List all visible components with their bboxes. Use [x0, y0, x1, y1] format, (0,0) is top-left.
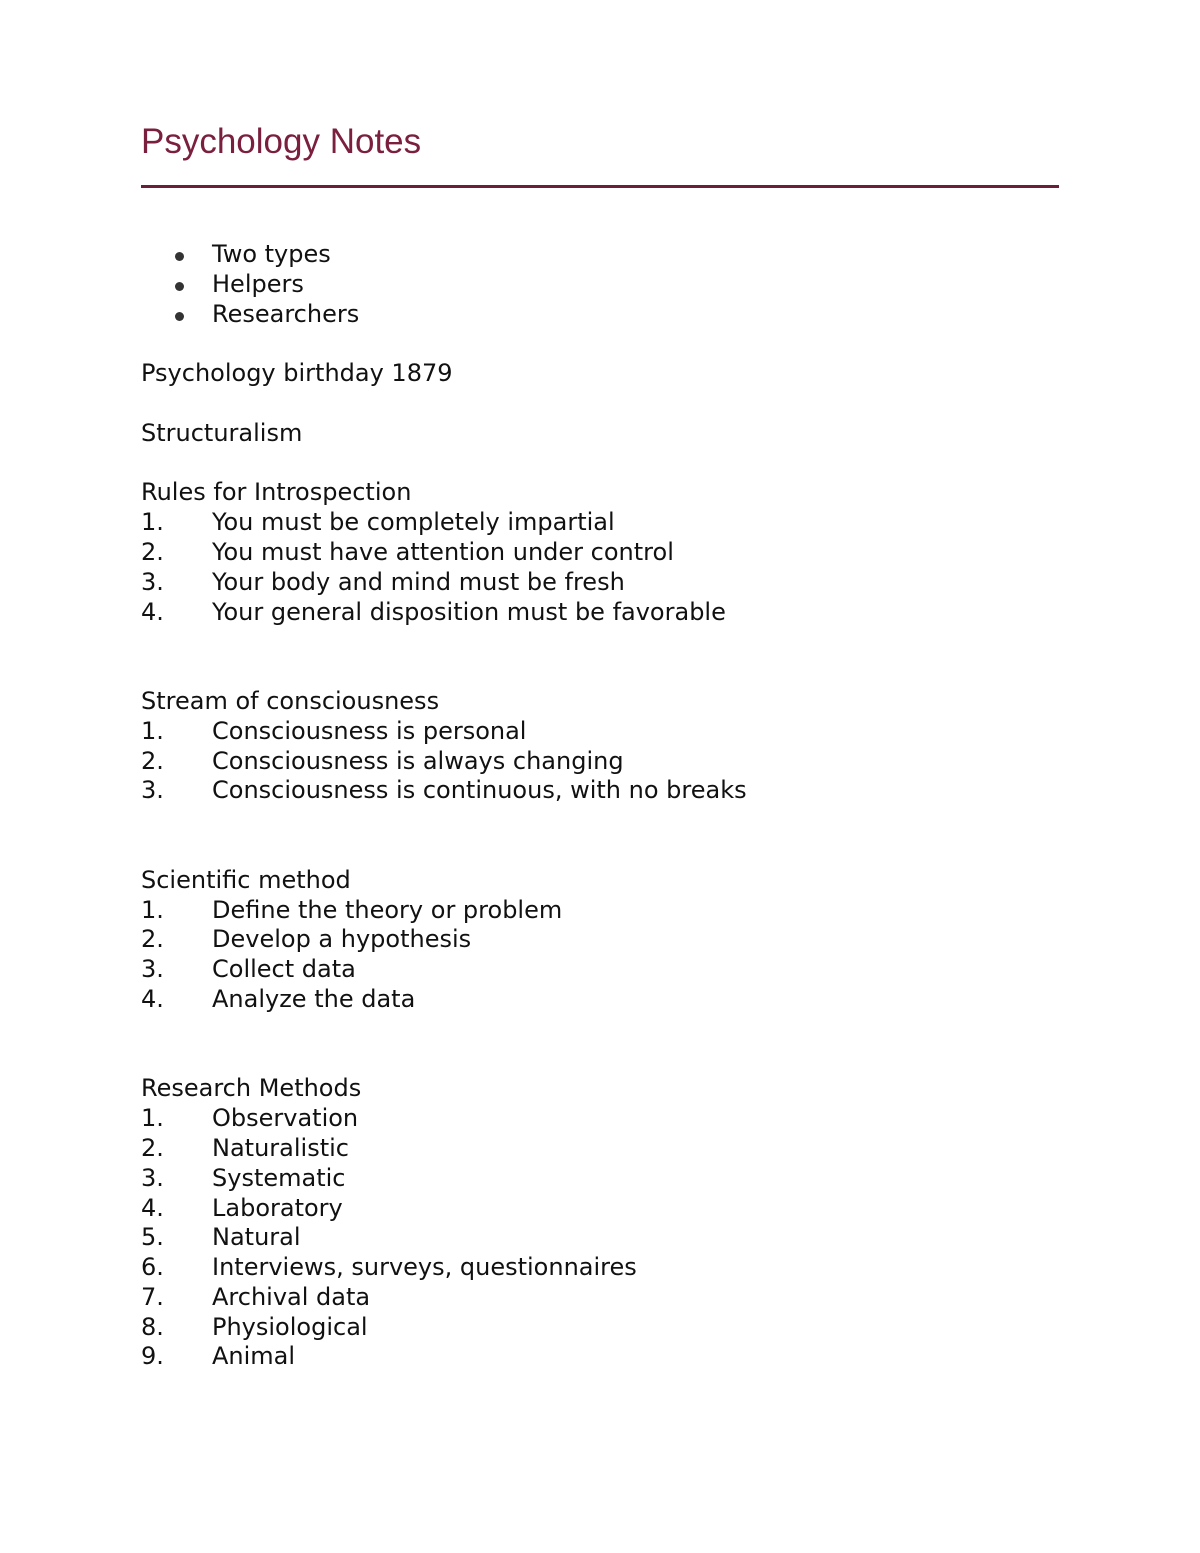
list-item — [141, 896, 1071, 926]
list-number: 4. — [141, 597, 164, 626]
list-item — [141, 1342, 1071, 1372]
document-body — [141, 240, 1071, 1432]
list-number: 9. — [141, 1342, 164, 1371]
page-title: Psychology Notes — [141, 122, 422, 161]
list-item-text: Researchers — [212, 299, 360, 328]
list-item — [141, 1134, 1071, 1164]
structuralism-paragraph: Structuralism — [141, 418, 303, 447]
list-number: 3. — [141, 776, 164, 805]
list-item — [141, 1223, 1071, 1253]
list-item — [141, 568, 1071, 598]
list-item — [141, 1283, 1071, 1313]
title-divider — [141, 185, 1059, 188]
list-number: 6. — [141, 1253, 164, 1282]
consciousness-section — [141, 687, 1071, 806]
list-number: 2. — [141, 537, 164, 566]
list-item — [141, 508, 1071, 538]
introspection-section — [141, 478, 1071, 627]
list-item — [141, 925, 1071, 955]
list-item-text: Define the theory or problem — [212, 895, 563, 924]
list-item-text: Naturalistic — [212, 1133, 349, 1162]
list-item — [141, 747, 1071, 777]
list-item — [141, 955, 1071, 985]
list-item — [141, 1104, 1071, 1134]
list-number: 2. — [141, 1133, 164, 1162]
section-heading: Stream of consciousness — [141, 686, 440, 715]
list-item-text: Collect data — [212, 955, 356, 984]
list-item — [141, 538, 1071, 568]
section-heading: Rules for Introspection — [141, 478, 412, 507]
scientific-method-section — [141, 866, 1071, 1015]
list-item — [141, 1164, 1071, 1194]
list-item-text: Consciousness is personal — [212, 716, 527, 745]
list-item — [141, 985, 1071, 1015]
list-number: 3. — [141, 1163, 164, 1192]
list-item — [141, 1194, 1071, 1224]
list-item-text: You must have attention under control — [212, 537, 674, 566]
list-item — [141, 240, 1071, 270]
birthday-paragraph: Psychology birthday 1879 — [141, 359, 453, 388]
list-number: 2. — [141, 925, 164, 954]
list-item — [141, 1313, 1071, 1343]
list-item-text: Interviews, surveys, questionnaires — [212, 1253, 637, 1282]
list-number: 2. — [141, 746, 164, 775]
list-item-text: Two types — [212, 240, 331, 268]
scientific-method-list — [141, 896, 1071, 1015]
list-item — [141, 717, 1071, 747]
bullet-icon — [175, 312, 184, 321]
list-item — [141, 300, 1071, 330]
list-item — [141, 776, 1071, 806]
list-number: 4. — [141, 984, 164, 1013]
list-item-text: Physiological — [212, 1312, 368, 1341]
list-number: 1. — [141, 895, 164, 924]
intro-bullet-list — [141, 240, 1071, 329]
list-item-text: Archival data — [212, 1282, 371, 1311]
consciousness-list — [141, 717, 1071, 806]
list-item-text: You must be completely impartial — [212, 508, 615, 537]
list-item-text: Consciousness is always changing — [212, 746, 624, 775]
bullet-icon — [175, 282, 184, 291]
list-item — [141, 1253, 1071, 1283]
list-item — [141, 598, 1071, 628]
list-item-text: Animal — [212, 1342, 296, 1371]
list-number: 1. — [141, 1104, 164, 1133]
list-item-text: Your body and mind must be fresh — [212, 567, 625, 596]
list-item-text: Systematic — [212, 1163, 346, 1192]
list-number: 7. — [141, 1282, 164, 1311]
list-item-text: Laboratory — [212, 1193, 343, 1222]
list-number: 3. — [141, 567, 164, 596]
list-number: 8. — [141, 1312, 164, 1341]
list-item-text: Analyze the data — [212, 984, 416, 1013]
list-item-text: Observation — [212, 1104, 359, 1133]
list-item — [141, 270, 1071, 300]
section-heading: Scientific method — [141, 865, 351, 894]
list-item-text: Your general disposition must be favorable — [212, 597, 726, 626]
list-number: 4. — [141, 1193, 164, 1222]
research-methods-list — [141, 1104, 1071, 1372]
research-methods-section — [141, 1074, 1071, 1372]
list-number: 1. — [141, 716, 164, 745]
list-number: 5. — [141, 1223, 164, 1252]
bullet-icon — [175, 252, 184, 261]
list-item-text: Develop a hypothesis — [212, 925, 472, 954]
list-number: 3. — [141, 955, 164, 984]
introspection-list — [141, 508, 1071, 627]
list-item-text: Natural — [212, 1223, 301, 1252]
section-heading: Research Methods — [141, 1074, 362, 1103]
list-item-text: Consciousness is continuous, with no breaks — [212, 776, 747, 805]
list-item-text: Helpers — [212, 269, 304, 298]
list-number: 1. — [141, 508, 164, 537]
